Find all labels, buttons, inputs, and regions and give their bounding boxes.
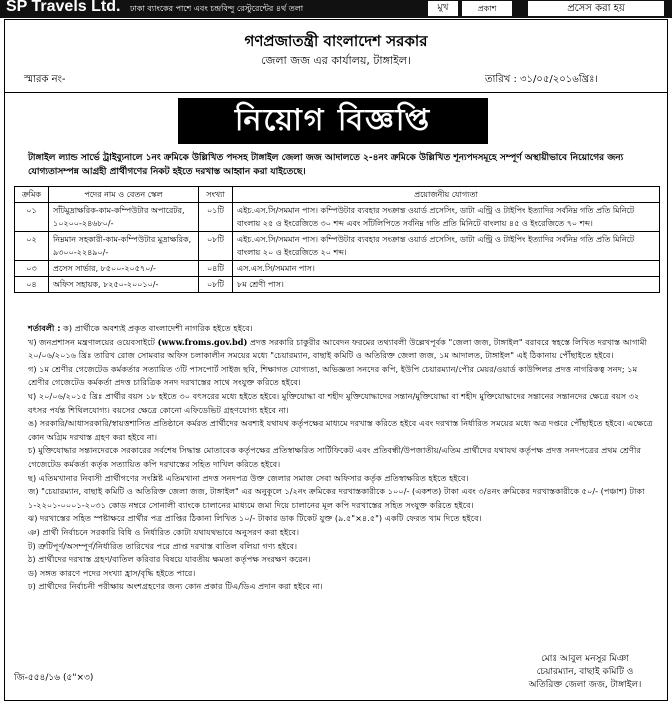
col-serial: ক্রমিক [15,187,49,203]
signature-block [505,653,665,692]
condition-item: ট) ত্রুটিপূর্ণ/অসম্পূর্ণ/নির্ধারিত তারিখের পরে প্রাপ্ত দরখাস্ত বাতিল বলিয়া গণ্য হইবে। [28,540,298,551]
notice-title: নিয়োগ বিজ্ঞপ্তি [178,98,488,144]
intro-paragraph: টাঙ্গাইল ল্যান্ড সার্ভে ট্রাইব্যুনালে ১নং ক্রমিকে উল্লিখিত পদসহ টাঙ্গাইল জেলা জজ আদালতে ২-৪নং ক্রমিকে উল্লিখিত শূন্যপদসমূহে সম্পূর্ণ অস্থায়ীভাবে নিয়োগের জন্য যোগ্যতাসম্পন্ন আগ্রহী প্রার্থীগণের নিকট হইতে দরখাস্ত আহ্বান করা যাইতেছে। [28,153,624,177]
cell-count: ০৮টি [199,232,233,261]
col-count: সংখ্যা [199,187,233,203]
condition-item [28,336,660,363]
govt-heading: গণপ্রজাতন্ত্রী বাংলাদেশ সরকার [244,32,428,50]
table-row [15,261,660,277]
ad-box-2: প্রকাশ [462,1,512,16]
condition-item: জ) "চেয়ারম্যান, বাছাই কমিটি ও অতিরিক্ত জেলা জজ, টাঙ্গাইল" এর অনুকূলে ১/২নং ক্রমিকের দরখাস্তকারীকে ১০০/- (একশত) টাকা এবং ৩/৪নং ক্রমিকের দরখাস্তকারীকে ৫০/- (পঞ্চাশ) টাকা ১-২২০১-০০০১-২০৩১ কোড নম্বরে সোনালী ব্যাংকে চালানের মাধ্যমে জমা দিয়ে চালানের মূল কপি দরখাস্তের সহিত সংযুক্ত করিতে হইবে। [28,486,645,510]
newspaper-header-strip [0,0,672,18]
signatory-title: অতিরিক্ত জেলা জজ, টাঙ্গাইল। [528,680,642,690]
cell-post: অফিস সহায়ক, ৮২৫০-২০০১০/- [49,277,199,293]
table-row [15,203,660,232]
conditions-heading: শর্তাবলী : [28,323,61,333]
condition-item: ঞ) প্রার্থী নির্বাচনে সরকারি বিধি ও নির্ধারিত কোটা যথাযথভাবে অনুসরণ করা হইবে। [28,526,300,537]
ad-reference: জি-৫৫৪/১৬ (৫"×৩) [14,673,94,683]
cell-qualification: এইচ.এস.সি/সমমান পাস। কম্পিউটার ব্যবহার সংক্রান্ত ওয়ার্ড প্রসেসিং, ডাটা এন্ট্রি ও টাইপিং ইত্যাদির সর্বনিম্ন গতি প্রতি মিনিটে বাংলায় ২০ ও ইংরেজিতে ২০ শব্দ। [233,232,660,261]
condition-item: চ) মুক্তিযোদ্ধার সন্তানদেরকে সরকারের সর্বশেষ সিদ্ধান্ত মোতাবেক কর্তৃপক্ষের প্রতিস্বাক্ষরিত সার্টিফিকেট এবং প্রতিবন্ধী/উপজাতীয়/এতিম প্রার্থীদের যথাযথ কর্তৃপক্ষ প্রদত্ত সনদপত্রের প্রথম শ্রেণীর গেজেটেড কর্মকর্তা কর্তৃক সত্যায়িত কপি দরখাস্তের সহিত দাখিল করিতে হইবে। [28,445,641,469]
cell-count: ০৮টি [199,277,233,293]
cell-qualification: এইচ.এস.সি/সমমান পাস। কম্পিউটার ব্যবহার সংক্রান্ত ওয়ার্ড প্রসেসিং, ডাটা এন্ট্রি ও টাইপিং ইত্যাদির সর্বনিম্ন গতি প্রতি মিনিটে বাংলায় ২৫ ও ইংরেজিতে ৩০ শব্দ এবং সাঁটলিপিতে সর্বনিম্ন গতি প্রতি মিনিটে বাংলায় ৪৫ ও ইংরেজিতে ৭০ শব্দ। [233,203,660,232]
col-qualification: প্রয়োজনীয় যোগ্যতা [233,187,660,203]
signatory-name: মোঃ আবুল মনসুর মিঞা [541,654,629,664]
table-header-row [15,187,660,203]
table-row [15,277,660,293]
cell-qualification: এস.এস.সি/সমমান পাস। [233,261,660,277]
condition-text: খ) জনপ্রশাসন মন্ত্রণালয়ের ওয়েবসাইটে [28,336,155,347]
posts-table [14,186,660,293]
brand-tagline: ঢাকা ব্যাংকের পাশে এবং চন্দ্রবিন্দু রেস্টুরেন্টের ৪র্থ তলা [130,4,304,13]
condition-item: ড) সঙ্গত কারণে পদের সংখ্যা হ্রাস/বৃদ্ধি হইতে পারে। [28,567,196,578]
table-row [15,232,660,261]
memo-number: স্মারক নং- [24,74,66,85]
cell-qualification: ৮ম শ্রেণী পাস। [233,277,660,293]
signatory-title: চেয়ারম্যান, বাছাই কমিটি ও [536,667,634,677]
website-link[interactable]: (www.froms.gov.bd) [157,336,248,347]
col-post-name: পদের নাম ও বেতন স্কেল [49,187,199,203]
cell-count: ০৪টি [199,261,233,277]
condition-item: ঙ) সরকারি/আধাসরকারি/স্বায়ত্তশাসিত প্রতিষ্ঠানে কর্মরত প্রার্থীদের অবশ্যই যথাযথ কর্তৃপক্ষের মাধ্যমে দরখাস্ত করিতে হইবে এবং দরখাস্ত নির্ধারিত সময়ের মধ্যে অত্র দপ্তরে পৌঁছাইতে হইবে। এক্ষেত্রে কোন অগ্রিম দরখাস্ত গ্রহণ করা হইবে না। [28,418,653,442]
cell-serial: ০১ [15,203,49,232]
divider [4,92,668,93]
cell-post: সাঁটমুদ্রাক্ষরিক-কাম-কম্পিউটার অপারেটর, ১০২০০-২৪৬৮০/- [49,203,199,232]
ad-box-3: প্রসেস করা হয় [528,1,664,16]
condition-item: ঠ) প্রার্থীদের দরখাস্ত গ্রহণ/বাতিল করিবার বিষয়ে যাবতীয় ক্ষমতা কর্তৃপক্ষ সংরক্ষণ করেন। [28,554,311,565]
office-heading: জেলা জজ এর কার্যালয়, টাঙ্গাইল। [261,54,411,67]
cell-serial: ০৪ [15,277,49,293]
condition-item: ছ) এতিমখানার নিবাসী প্রার্থীগণের সংশ্লিষ্ট এতিমখানা প্রদত্ত সনদপত্র উক্ত জেলার সমাজ সেবা অফিসার কর্তৃক প্রতিস্বাক্ষরিত হইতে হইবে। [28,472,469,483]
conditions-section [28,322,660,594]
cell-post: নিম্নমান সহকারী-কাম-কম্পিউটার মুদ্রাক্ষরিক, ৯৩০০-২২৪৯০/- [49,232,199,261]
condition-item: ঢ) প্রার্থীদের নির্বাচনী পরীক্ষায় অংশগ্রহণের জন্য কোন প্রকার টিএ/ডিএ প্রদান করা হইবে না। [28,581,323,592]
cell-serial: ০২ [15,232,49,261]
cell-post: প্রসেস সার্ভার, ৮৫০০-২০৫৭০/- [49,261,199,277]
condition-item: ঝ) দরখাস্তের সহিত স্পষ্টাক্ষরে প্রার্থীর পত্র প্রাপ্তির ঠিকানা লিখিত ১০/- টাকার ডাক টিকেট যুক্ত (৯.৫"×৪.৫") একটি ফেরত খাম দিতে হইবে। [28,513,482,524]
notice-date: তারিখ : ৩১/০৫/২০১৬খ্রিঃ। [485,74,598,85]
ad-box-1: মুখ [428,1,458,16]
brand-name: SP Travels Ltd. [6,0,121,15]
condition-item: গ) ১ম শ্রেণীর গেজেটেড কর্মকর্তার সত্যায়িত ৩টি পাসপোর্ট সাইজ ছবি, শিক্ষাগত যোগ্যতা, অভিজ্ঞতা সনদের কপি, ইউপি চেয়ারম্যান/পৌর মেয়র/ওয়ার্ড কাউন্সিলর প্রদত্ত নাগরিকত্ব সনদ; ১ম শ্রেণীর গেজেটেড কর্মকর্তা প্রদত্ত চারিত্রিক সনদ দরখাস্তের সাথে সংযুক্ত করিতে হইবে। [28,363,638,388]
cell-count: ০১টি [199,203,233,232]
cell-serial: ০৩ [15,261,49,277]
condition-text: প্রদত্ত সরকারি চাকুরীর আবেদন ফরমের তথ্যাবলী উল্লেখপূর্বক "জেলা জজ, টাঙ্গাইল" বরাবরে স্বহস্তে লিখিত দরখাস্ত আগামী ২০/০৬/২০১৬ খ্রিঃ তারিখ রোজ সোমবার অফিস চলাকালীন সময়ের মধ্যে "চেয়ারম্যান, বাছাই কমিটি ও অতিরিক্ত জেলা জজ, ১ম আদালত, টাঙ্গাইল" এই ঠিকানায় পৌঁছাইতে হইবে। [28,336,647,361]
condition-item: ক) প্রার্থীকে অবশ্যই প্রকৃত বাংলাদেশী নাগরিক হইতে হইবে। [63,323,253,333]
condition-item: ঘ) ২০/০৬/২০১৫ খ্রিঃ প্রার্থীর বয়স ১৮ হইতে ৩০ বৎসরের মধ্যে হইতে হইবে। মুক্তিযোদ্ধা বা শহীদ মুক্তিযোদ্ধাদের সন্তান/মুক্তিযোদ্ধা বা শহীদ মুক্তিযোদ্ধাদের সন্তানের সন্তানদের ক্ষেত্রে বয়স ৩২ বৎসর পর্যন্ত শিথিলযোগ্য। বয়সের ক্ষেত্রে কোনো এফিডেভিট গ্রহণযোগ্য হইবে না। [28,390,640,415]
